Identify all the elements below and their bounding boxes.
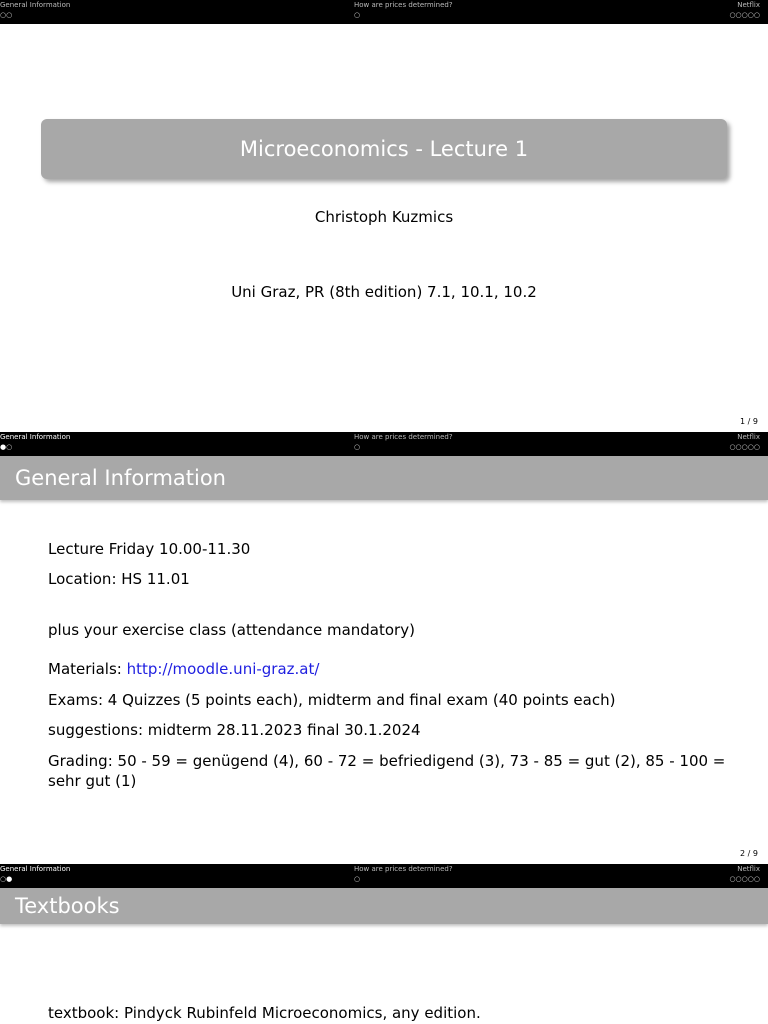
nav-dots[interactable]: ○ bbox=[354, 443, 361, 451]
nav-section-general[interactable]: General Information ●○ bbox=[0, 433, 71, 451]
slide-2 bbox=[0, 432, 768, 864]
moodle-link[interactable]: http://moodle.uni-graz.at/ bbox=[126, 660, 320, 678]
page-number: 2 / 9 bbox=[740, 849, 758, 858]
frame-title: Textbooks bbox=[0, 888, 768, 924]
nav-section-general[interactable]: General Information ○○ bbox=[0, 1, 71, 19]
lecture-time: Lecture Friday 10.00-11.30 bbox=[48, 540, 251, 558]
location: Location: HS 11.01 bbox=[48, 570, 190, 588]
nav-section-netflix[interactable]: Netflix ○○○○○ bbox=[729, 865, 760, 883]
slide-3 bbox=[0, 864, 768, 1024]
nav-section-general[interactable]: General Information ○● bbox=[0, 865, 71, 883]
presentation-title: Microeconomics - Lecture 1 bbox=[41, 119, 727, 179]
page-number: 1 / 9 bbox=[740, 417, 758, 426]
nav-bar bbox=[0, 864, 768, 888]
nav-bar bbox=[0, 0, 768, 24]
nav-section-prices[interactable]: How are prices determined? ○ bbox=[354, 433, 453, 451]
author: Christoph Kuzmics bbox=[314, 208, 454, 226]
textbook: textbook: Pindyck Rubinfeld Microeconomics, any edition. bbox=[48, 1004, 481, 1022]
nav-dots[interactable]: ○○○○○ bbox=[729, 875, 760, 883]
nav-dots[interactable]: ○○ bbox=[0, 11, 13, 19]
nav-dots[interactable]: ●○ bbox=[0, 443, 13, 451]
slide-1 bbox=[0, 0, 768, 432]
nav-section-netflix[interactable]: Netflix ○○○○○ bbox=[729, 1, 760, 19]
materials: Materials: http://moodle.uni-graz.at/ bbox=[48, 660, 320, 678]
exams: Exams: 4 Quizzes (5 points each), midterm and final exam (40 points each) bbox=[48, 691, 616, 709]
nav-section-prices[interactable]: How are prices determined? ○ bbox=[354, 1, 453, 19]
nav-dots[interactable]: ○● bbox=[0, 875, 13, 883]
nav-dots[interactable]: ○ bbox=[354, 11, 361, 19]
frame-title: General Information bbox=[0, 456, 768, 500]
nav-section-netflix[interactable]: Netflix ○○○○○ bbox=[729, 433, 760, 451]
grading: Grading: 50 - 59 = genügend (4), 60 - 72 = befriedigend (3), 73 - 85 = gut (2), 85 - 100 = sehr gut (1) bbox=[48, 752, 726, 790]
nav-dots[interactable]: ○ bbox=[354, 875, 361, 883]
suggestions: suggestions: midterm 28.11.2023 final 30.1.2024 bbox=[48, 721, 421, 739]
exercise-class: plus your exercise class (attendance mandatory) bbox=[48, 621, 415, 639]
nav-dots[interactable]: ○○○○○ bbox=[729, 11, 760, 19]
institute: Uni Graz, PR (8th edition) 7.1, 10.1, 10.2 bbox=[231, 283, 537, 301]
nav-dots[interactable]: ○○○○○ bbox=[729, 443, 760, 451]
nav-bar bbox=[0, 432, 768, 456]
nav-section-prices[interactable]: How are prices determined? ○ bbox=[354, 865, 453, 883]
